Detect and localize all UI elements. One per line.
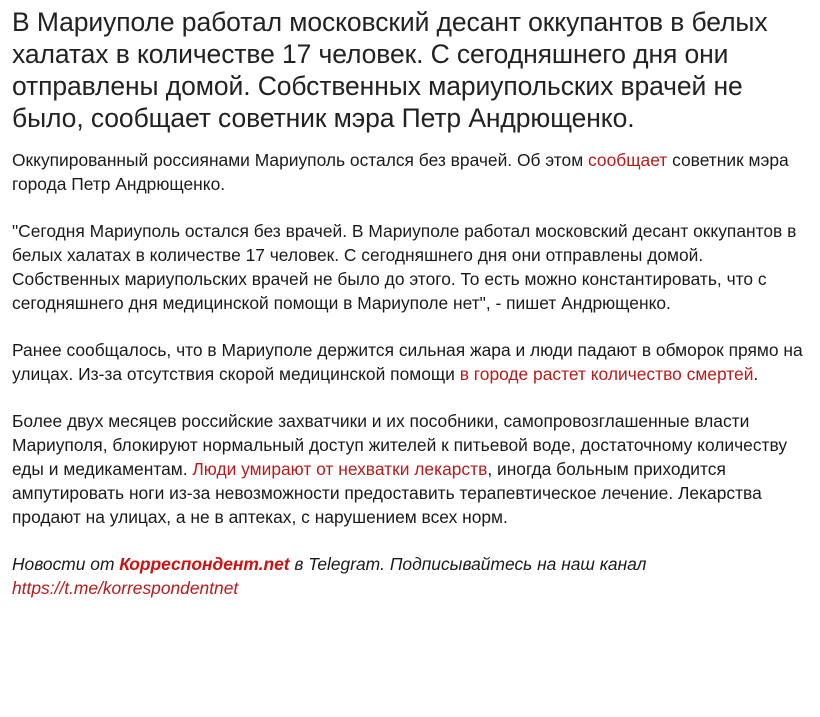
promo-text: в Telegram. Подписывайтесь на наш канал: [289, 554, 647, 574]
telegram-channel-link[interactable]: https://t.me/korrespondentnet: [12, 578, 239, 598]
medicine-shortage-link[interactable]: Люди умирают от нехватки лекарств: [192, 459, 488, 479]
source-link[interactable]: сообщает: [588, 150, 668, 170]
brand-name: Корреспондент.net: [119, 554, 290, 574]
paragraph-text: .: [753, 364, 759, 384]
paragraph-text: Более двух месяцев российские захватчики и их пособники, самопровозглашенные власти Мариуполя, блокируют нормальный доступ жителей к питьевой воде, достаточному количеству еды и медикаментам.: [12, 411, 788, 479]
paragraph-text: Ранее сообщалось, что в Мариуполе держится сильная жара и люди падают в обморок прямо на улицах. Из-за отсутствия скорой медицинской помощи: [12, 340, 803, 384]
paragraph-heat: [12, 338, 812, 386]
article: [12, 6, 812, 623]
article-headline: В Мариуполе работал московский десант оккупантов в белых халатах в количестве 17 человек. С сегодняшнего дня они отправлены домой. Собственных мариупольских врачей не было, сообщает советник мэра Петр Андрющенко.: [12, 7, 768, 133]
telegram-promo: [12, 552, 812, 600]
quote-text: "Сегодня Мариуполь остался без врачей. В Мариуполе работал московский десант оккупантов в белых халатах в количестве 17 человек. С сегодняшнего дня они отправлены домой. Собственных мариупольских врачей не было до этого. То есть можно константировать, что с сегодняшнего дня медицинской помощи в Мариуполе нет", - пишет Андрющенко.: [12, 221, 797, 313]
promo-text: Новости от: [12, 554, 120, 574]
deaths-link[interactable]: в городе растет количество смертей: [459, 364, 754, 384]
paragraph-blockade: [12, 409, 812, 529]
paragraph-intro: [12, 148, 812, 196]
paragraph-text: советник мэра города Петр Андрющенко.: [12, 150, 789, 194]
paragraph-text: , иногда больным приходится ампутировать ноги из-за невозможности предоставить терапевтическое лечение. Лекарства продают на улицах, а не в аптеках, с нарушением всех норм.: [12, 459, 762, 527]
paragraph-text: Оккупированный россиянами Мариуполь остался без врачей. Об этом: [12, 150, 589, 170]
paragraph-quote: [12, 219, 812, 315]
